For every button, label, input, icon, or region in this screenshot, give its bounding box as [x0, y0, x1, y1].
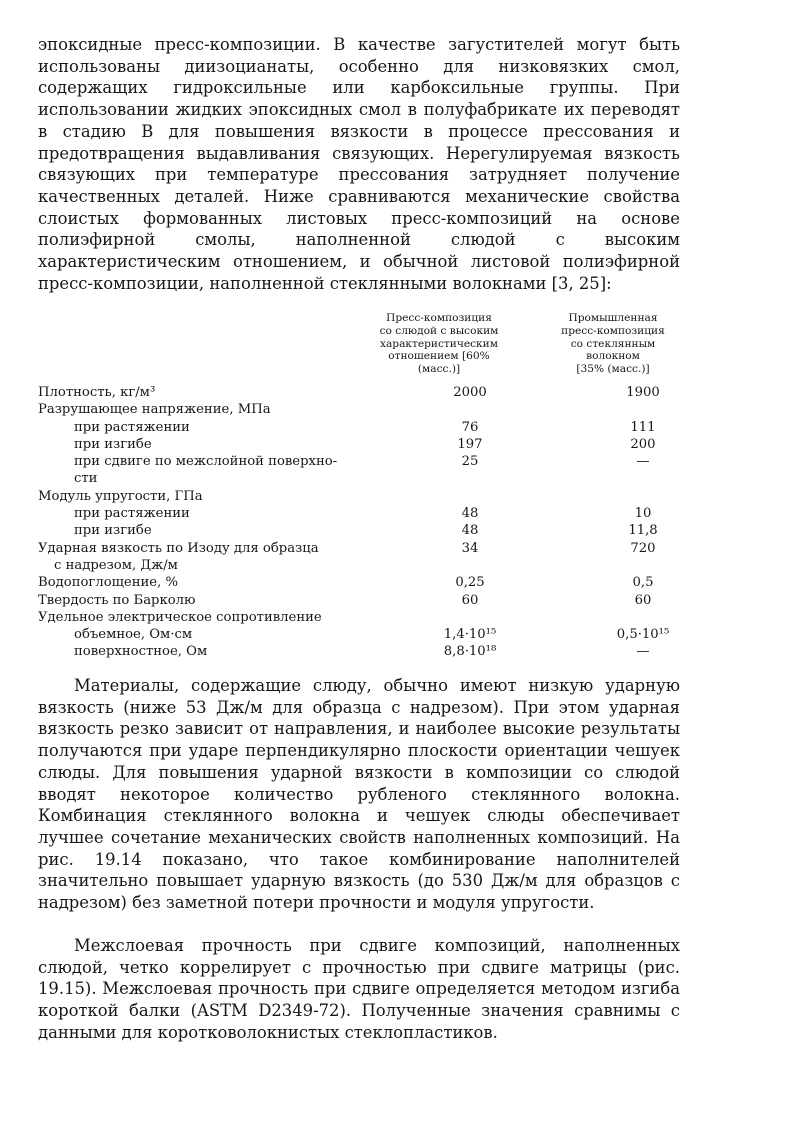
row-label: при растяжении — [74, 419, 190, 435]
cell-glass: 111 — [630, 419, 656, 435]
table-row — [38, 522, 688, 539]
cell-glass: 720 — [630, 540, 656, 556]
cell-mica: 48 — [461, 506, 479, 522]
cell-mica: 34 — [461, 540, 479, 556]
table-row — [38, 470, 688, 487]
cell-mica: 60 — [461, 592, 479, 608]
table-row — [38, 384, 688, 401]
cell-glass: 11,8 — [628, 523, 658, 539]
paragraph-impact: Материалы, содержащие слюду, обычно имеют низкую ударную вязкость (ниже 53 Дж/м для образца с надрезом). При этом ударная вязкость резко зависит от направления, и наиболее высокие результаты получаются при ударе перпендикулярно плоскости ориентации чешуек слюды. Для повышения ударной вязкости в композиции со слюдой вводят некоторое количество рубленого стеклянного волокна. Комбинация стеклянного волокна и чешуек слюды обеспечивает лучшее сочетание механических свойств наполненных композиций. На рис. 19.14 показано, что такое комбинирование наполнителей значительно повышает ударную вязкость (до 530 Дж/м для образцов с надрезом) без заметной потери прочности и модуля упругости. — [38, 676, 680, 913]
row-label: Удельное электрическое сопротивление — [38, 609, 322, 625]
table-row — [38, 453, 688, 470]
column-header-glass: Промышленная пресс-композиция со стеклянным волокном [35% (масс.)] — [561, 312, 665, 376]
cell-mica: 197 — [457, 436, 483, 452]
cell-mica: 0,25 — [455, 575, 485, 591]
properties-table — [38, 312, 688, 661]
table-row — [38, 401, 688, 418]
table-row — [38, 419, 688, 436]
cell-glass: 200 — [630, 436, 656, 452]
row-label: Разрушающее напряжение, МПа — [38, 402, 271, 418]
table-row — [38, 609, 688, 626]
row-label: Модуль упругости, ГПа — [38, 488, 203, 504]
row-label: поверхностное, Ом — [74, 644, 208, 660]
cell-glass: — — [636, 644, 650, 660]
table-row — [38, 574, 688, 591]
cell-glass: 60 — [634, 592, 652, 608]
table-row — [38, 505, 688, 522]
table-row — [38, 488, 688, 505]
table-row — [38, 436, 688, 453]
table-header — [38, 312, 688, 384]
row-label: с надрезом, Дж/м — [54, 557, 178, 573]
row-label: при изгибе — [74, 436, 152, 452]
row-label: Твердость по Барколю — [38, 592, 196, 608]
table-row — [38, 643, 688, 660]
cell-glass: 10 — [634, 506, 652, 522]
table-row — [38, 626, 688, 643]
cell-mica: 1,4·10¹⁵ — [443, 627, 497, 643]
column-header-mica: Пресс-композиция со слюдой с высоким характеристическим отношением [60% (масс.)] — [379, 312, 499, 376]
cell-mica: 2000 — [453, 385, 487, 400]
cell-mica: 25 — [461, 454, 479, 470]
cell-mica: 8,8·10¹⁸ — [443, 644, 497, 660]
row-label: при изгибе — [74, 523, 152, 539]
cell-glass: 0,5·10¹⁵ — [616, 627, 670, 643]
row-label: при сдвиге по межслойной поверхно- — [74, 454, 338, 470]
row-label: при растяжении — [74, 506, 190, 522]
cell-mica: 48 — [461, 523, 479, 539]
table-row — [38, 592, 688, 609]
row-label: Водопоглощение, % — [38, 575, 179, 591]
cell-mica: 76 — [461, 419, 479, 435]
table-row — [38, 557, 688, 574]
row-label: объемное, Ом·см — [74, 627, 193, 643]
row-label: Ударная вязкость по Изоду для образца — [38, 540, 319, 556]
paragraph-intro: эпоксидные пресс-композиции. В качестве загустителей могут быть использованы диизоцианаты, особенно для низковязких смол, содержащих гидроксильные или карбоксильные группы. При использовании жидких эпоксидных смол в полуфабрикате их переводят в стадию B для повышения вязкости в процессе прессования и предотвращения выдавливания связующих. Нерегулируемая вязкость связующих при температуре прессования затрудняет получение качественных деталей. Ниже сравниваются механические свойства слоистых формованных листовых пресс-композиций на основе полиэфирной смолы, наполненной слюдой с высоким характеристическим отношением, и обычной листовой полиэфирной пресс-композиции, наполненной стеклянными волокнами [3, 25]: — [38, 35, 680, 293]
cell-glass: 1900 — [626, 385, 660, 400]
table-row — [38, 540, 688, 557]
cell-glass: — — [636, 454, 650, 470]
row-label: сти — [74, 471, 98, 487]
row-label: Плотность, кг/м³ — [38, 385, 156, 400]
cell-glass: 0,5 — [632, 575, 654, 591]
paragraph-shear: Межслоевая прочность при сдвиге композиций, наполненных слюдой, четко коррелирует с прочностью при сдвиге матрицы (рис. 19.15). Межслоевая прочность при сдвиге определяется методом изгиба короткой балки (ASTM D2349-72). Полученные значения сравнимы с данными для коротковолокнистых стеклопластиков. — [38, 936, 680, 1042]
